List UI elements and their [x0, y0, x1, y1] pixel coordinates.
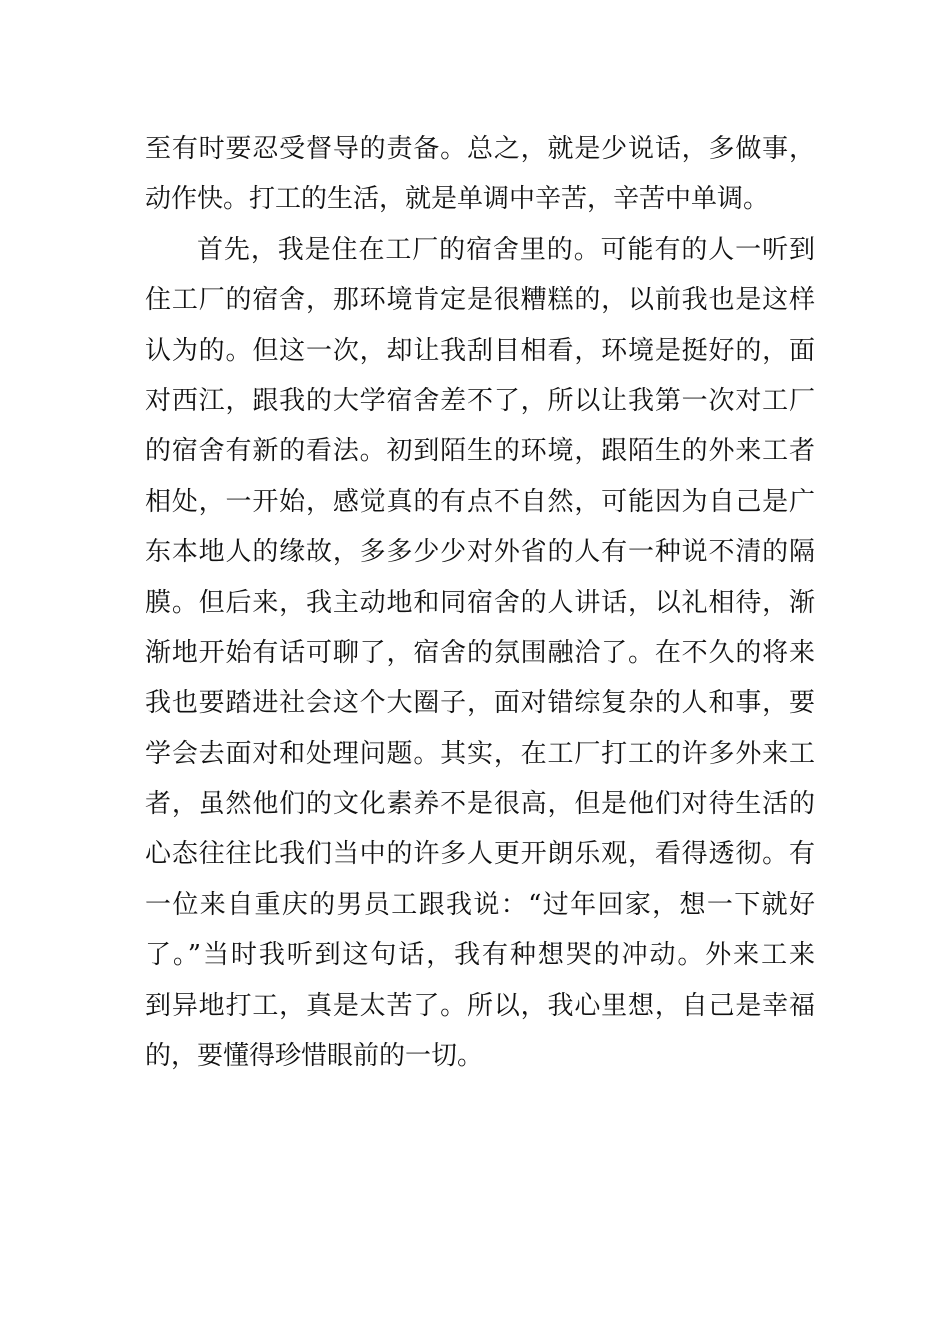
- text-line: 认为的。但这一次，却让我刮目相看，环境是挺好的，面: [145, 335, 815, 366]
- text-line: 渐地开始有话可聊了，宿舍的氛围融洽了。在不久的将来: [145, 637, 815, 668]
- body-text: [145, 124, 815, 1081]
- text-line: 者，虽然他们的文化素养不是很高，但是他们对待生活的: [145, 789, 815, 820]
- text-line: 动作快。打工的生活，就是单调中辛苦，辛苦中单调。: [145, 184, 770, 215]
- text-line: 相处，一开始，感觉真的有点不自然，可能因为自己是广: [145, 486, 815, 517]
- text-line: 膜。但后来，我主动地和同宿舍的人讲话，以礼相待，渐: [145, 587, 815, 618]
- text-line: 东本地人的缘故，多多少少对外省的人有一种说不清的隔: [145, 537, 815, 568]
- text-line: 对西江，跟我的大学宿舍差不了，所以让我第一次对工厂: [145, 385, 815, 416]
- text-line: 的宿舍有新的看法。初到陌生的环境，跟陌生的外来工者: [145, 436, 815, 467]
- text-line: 至有时要忍受督导的责备。总之，就是少说话，多做事，: [145, 134, 815, 164]
- text-line: 了。”当时我听到这句话，我有种想哭的冲动。外来工来: [145, 940, 815, 971]
- text-line: 的，要懂得珍惜眼前的一切。: [145, 1041, 484, 1072]
- text-line: 我也要踏进社会这个大圈子，面对错综复杂的人和事，要: [145, 688, 815, 719]
- text-line: 到异地打工，真是太苦了。所以，我心里想，自己是幸福: [145, 990, 815, 1021]
- text-line: 一位来自重庆的男员工跟我说：“过年回家，想一下就好: [145, 889, 815, 920]
- text-line: 心态往往比我们当中的许多人更开朗乐观，看得透彻。有: [145, 839, 815, 870]
- text-line: 住工厂的宿舍，那环境肯定是很糟糕的，以前我也是这样: [145, 285, 815, 316]
- paragraph-first-line: 首先，我是住在工厂的宿舍里的。可能有的人一听到: [197, 234, 815, 265]
- text-line: 学会去面对和处理问题。其实，在工厂打工的许多外来工: [145, 738, 815, 769]
